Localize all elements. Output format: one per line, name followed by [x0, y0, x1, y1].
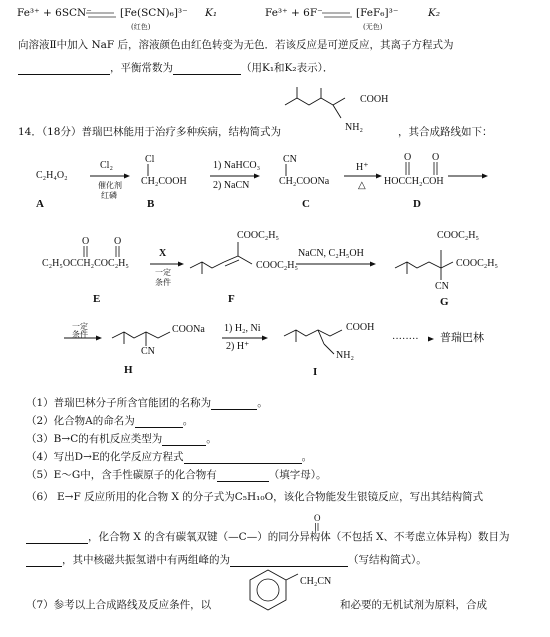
label-f: F — [228, 293, 235, 305]
i-cooh: COOH — [346, 322, 375, 333]
arrow4 — [448, 173, 488, 179]
q14-intro-end: ，其合成路线如下： — [398, 126, 493, 138]
g-cn: CN — [435, 281, 449, 292]
c-bond — [285, 164, 287, 176]
arrow-i-top: 1) H₂, Ni — [224, 323, 261, 334]
label-a: A — [36, 198, 44, 210]
question-6-line1: （6） E→F 反应所用的化合物 X 的分子式为C₅H₁₀O，该化合物能发生银镜反应，写出其结构简式 — [26, 491, 484, 503]
compound-b: CH₂COOH — [141, 176, 187, 187]
arrow1-bot2: 红磷 — [101, 191, 117, 200]
label-g: G — [440, 296, 449, 308]
eq2-right: [FeF₆]³⁻ — [356, 7, 399, 19]
d-double-bonds — [404, 162, 444, 176]
question-6-line3: ，其中核磁共振氢谱中有两组峰的为 （写结构简式）。 — [26, 553, 427, 567]
para-a-line1: 向溶液Ⅱ中加入 NaF 后，溶液颜色由红色转变为无色．若该反应是可逆反应，其离子方程式为 — [18, 39, 454, 51]
g-cooet-top: COOC₂H₅ — [437, 230, 479, 241]
dots-arrowhead — [426, 336, 434, 342]
question-6-line2: ，化合物 X 的含有碳氧双键（—C—）的同分异构体（不包括 X、不考虑立体异构）数目为 — [26, 530, 510, 544]
b-cl: Cl — [145, 154, 155, 165]
arrow-i-bot: 2) H⁺ — [226, 341, 250, 352]
para-a-line2: ，平衡常数为 （用K₁和K₂表示）． — [18, 61, 333, 75]
answer-blank[interactable] — [217, 470, 269, 482]
eq2-note: (无色) — [363, 23, 383, 31]
eq1-left: Fe³⁺ + 6SCN⁻ — [17, 7, 92, 19]
h-coona: COONa — [172, 324, 205, 335]
product-name: 普瑞巴林 — [440, 331, 484, 344]
eq1-arrow — [86, 10, 116, 20]
label-h: H — [124, 364, 133, 376]
label-e: E — [93, 293, 101, 305]
eq2-left: Fe³⁺ + 6F⁻ — [265, 7, 323, 19]
i-nh2: NH₂ — [336, 350, 354, 361]
b-bond — [147, 164, 149, 176]
label-b: B — [147, 198, 155, 210]
question-2: （2）化合物A的命名为 。 — [26, 415, 194, 427]
compound-a: C₂H₄O₂ — [36, 170, 68, 181]
pregabalin-nh2: NH₂ — [345, 122, 363, 133]
arrow1-bot1: 催化剂 — [98, 181, 122, 190]
benzyl-cn: CH₂CN — [300, 576, 332, 587]
compound-d: HOCCH₂COH — [384, 176, 444, 187]
d-o2: O — [432, 152, 440, 163]
question-7-a: （7）参考以上合成路线及反应条件，以 — [26, 599, 212, 611]
h-cn: CN — [141, 346, 155, 357]
answer-blank[interactable] — [173, 63, 241, 75]
g-cooet-right: COOC₂H₅ — [456, 258, 498, 269]
arrow-g — [296, 261, 376, 267]
arrow-h — [64, 335, 102, 341]
question-5: （5）E～G中，含手性碳原子的化合物有 （填字母）。 — [26, 469, 327, 481]
dots-arrow: ········ — [392, 334, 419, 345]
eq1-note: (红色) — [131, 23, 151, 31]
compound-c: CH₂COONa — [279, 176, 330, 187]
arrow-h-top: 一定 — [72, 322, 88, 331]
e-double-bonds — [82, 246, 122, 258]
answer-blank[interactable] — [211, 398, 257, 410]
arrow1 — [90, 173, 130, 179]
arrow-x-bot1: 一定 — [155, 268, 171, 277]
pregabalin-cooh: COOH — [360, 94, 389, 105]
d-o1: O — [404, 152, 412, 163]
question-4: （4）写出D→E的化学反应方程式 。 — [26, 451, 313, 463]
f-cooet-right: COOC₂H₅ — [256, 260, 298, 271]
e-o2: O — [114, 236, 122, 247]
arrow3-top: H⁺ — [356, 162, 369, 173]
answer-blank[interactable] — [184, 452, 302, 464]
c-cn: CN — [283, 154, 297, 165]
k2: K₂ — [428, 7, 441, 19]
compound-e: C₂H₅OCCH₂COC₂H₅ — [42, 258, 129, 269]
f-cooet-top: COOC₂H₅ — [237, 230, 279, 241]
label-d: D — [413, 198, 421, 210]
arrow-g-label: NaCN, C₂H₅OH — [298, 248, 364, 259]
answer-blank[interactable] — [26, 532, 88, 544]
answer-blank[interactable] — [18, 63, 110, 75]
arrow1-top: Cl₂ — [100, 160, 113, 171]
label-i: I — [313, 366, 318, 378]
answer-blank[interactable] — [230, 555, 348, 567]
question-7-b: 和必要的无机试剂为原料，合成 — [340, 599, 487, 611]
arrow2 — [210, 173, 260, 179]
arrow-h-bot: 条件 — [72, 330, 88, 339]
arrow2-top: 1) NaHCO₃ — [213, 160, 261, 171]
answer-blank[interactable] — [135, 416, 183, 428]
q14-intro: 14．（18分）普瑞巴林能用于治疗多种疾病，结构简式为 — [18, 126, 281, 138]
arrow2-bot: 2) NaCN — [213, 180, 250, 191]
co-o-label: O — [314, 513, 321, 523]
e-o1: O — [82, 236, 90, 247]
label-c: C — [302, 198, 310, 210]
eq2-arrow — [322, 10, 352, 20]
eq1-right: [Fe(SCN)₆]³⁻ — [120, 7, 188, 19]
k1: K₁ — [205, 7, 218, 19]
arrow-x-bot2: 条件 — [155, 278, 171, 287]
question-1: （1）普瑞巴林分子所含官能团的名称为 。 — [26, 397, 268, 409]
benzene-ring — [246, 568, 296, 618]
arrow3 — [344, 173, 382, 179]
arrow3-bot: △ — [358, 180, 366, 191]
answer-blank[interactable] — [162, 434, 206, 446]
arrow-x-label: X — [159, 248, 167, 259]
question-3: （3）B→C的有机反应类型为 。 — [26, 433, 217, 445]
answer-blank[interactable] — [26, 555, 62, 567]
